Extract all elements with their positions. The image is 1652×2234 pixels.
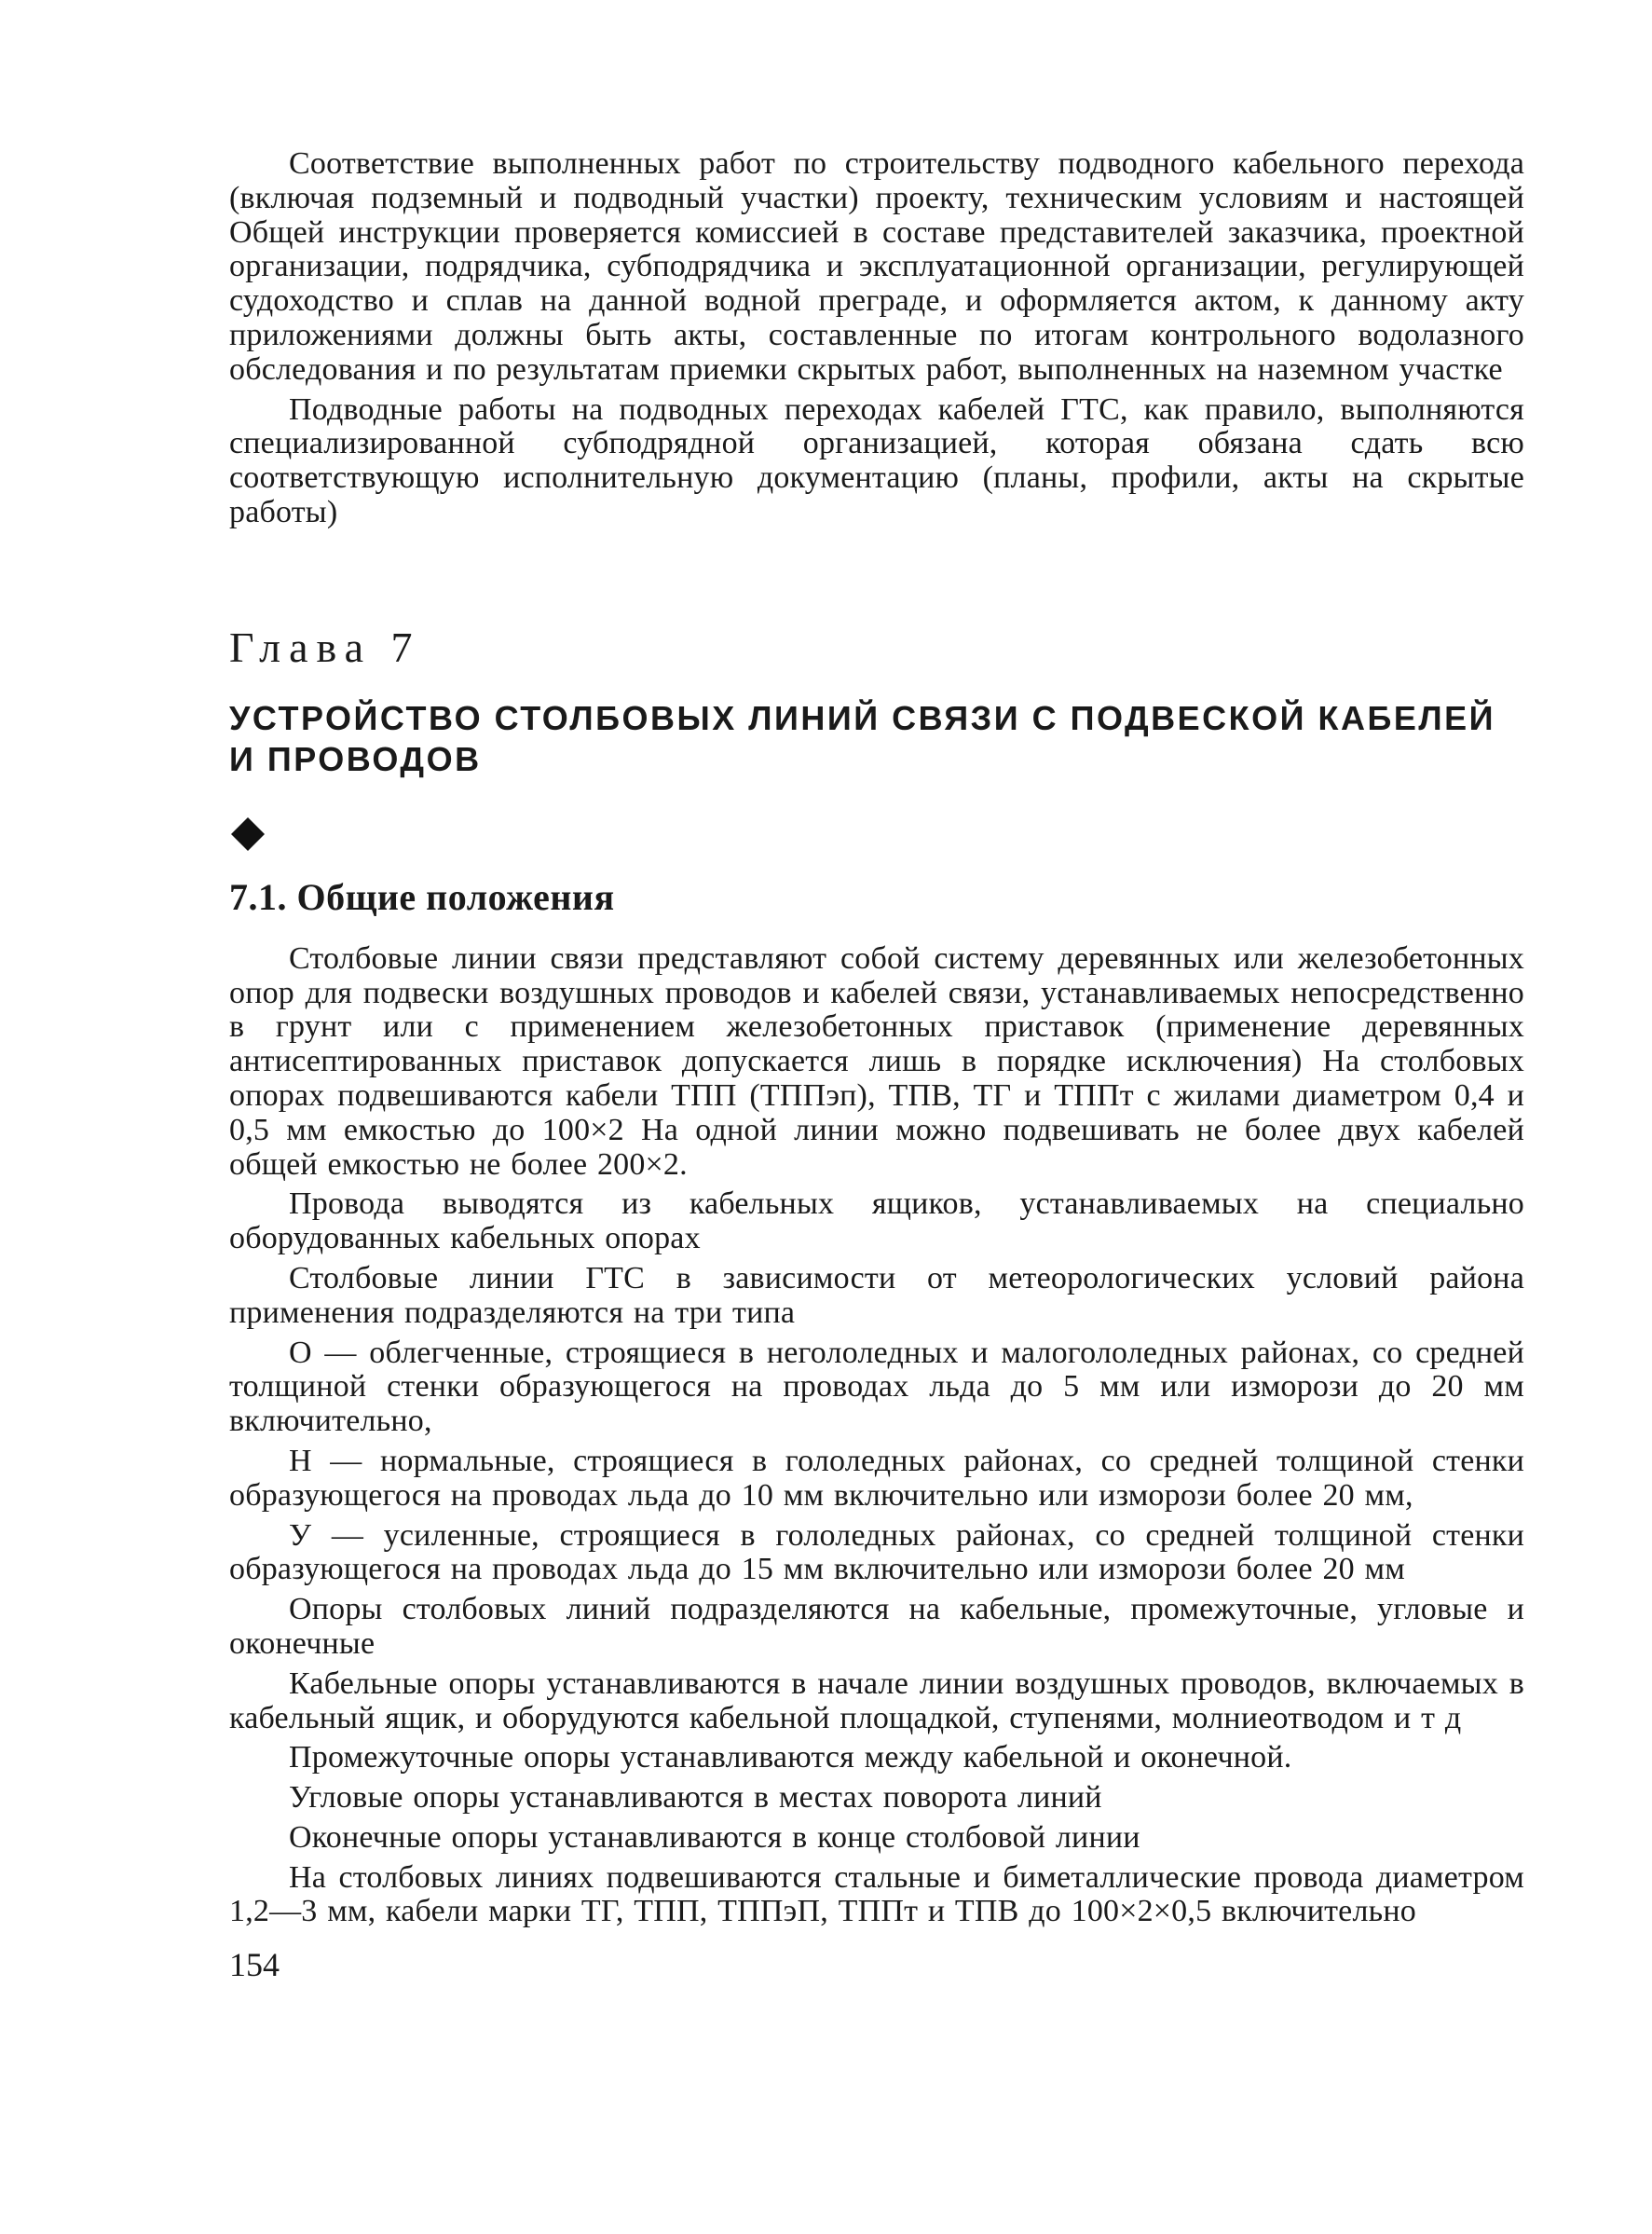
paragraph: Оконечные опоры устанавливаются в конце столбовой линии (289, 1819, 1140, 1855)
chapter-title (229, 698, 1524, 780)
diamond-icon (229, 815, 266, 853)
paragraph: Столбовые линии связи представляют собой систему деревянных или железобетонных опор для подвески воздушных проводов и кабелей связи, устанавливаемых непосредственно в грунт или с применением железобетонных приставок (применение деревянных антисептированных приставок допускается лишь в порядке исключения) На столбовых опорах подвешиваются кабели ТПП (ТППэп), ТПВ, ТГ и ТППт с жилами диаметром 0,4 и 0,5 мм емкостью до 100×2 На одной линии можно подвешивать не более двух кабелей общей емкостью не более 200×2. (229, 940, 1524, 1182)
paragraph: Столбовые линии ГТС в зависимости от метеорологических условий района применения подразделяются на три типа (229, 1260, 1524, 1330)
paragraph: Н — нормальные, строящиеся в гололедных районах, со средней толщиной стенки образующегося на проводах льда до 10 мм включительно или изморози более 20 мм, (229, 1443, 1524, 1513)
chapter-title-line: И ПРОВОДОВ (229, 739, 482, 778)
chapter-label: Глава 7 (229, 623, 421, 671)
paragraph: Кабельные опоры устанавливаются в начале линии воздушных проводов, включаемых в кабельный ящик, и оборудуются кабельной площадкой, ступенями, молниеотводом и т д (229, 1665, 1524, 1735)
paragraph: Подводные работы на подводных переходах кабелей ГТС, как правило, выполняются специализированной субподрядной организацией, которая обязана сдать всю соответствующую исполнительную документацию (планы, профили, акты на скрытые работы) (229, 391, 1524, 529)
document-page (229, 147, 1524, 1983)
paragraph: Угловые опоры устанавливаются в местах поворота линий (289, 1780, 1102, 1816)
paragraph: На столбовых линиях подвешиваются стальные и биметаллические провода диаметром 1,2—3 мм, кабели марки ТГ, ТПП, ТППэП, ТППт и ТПВ до 100×2×0,5 включительно (229, 1859, 1524, 1929)
paragraph: Промежуточные опоры устанавливаются между кабельной и оконечной. (289, 1740, 1292, 1775)
paragraph: Опоры столбовых линий подразделяются на кабельные, промежуточные, угловые и оконечные (229, 1592, 1524, 1661)
paragraph: У — усиленные, строящиеся в гололедных районах, со средней толщиной стенки образующегося на проводах льда до 15 мм включительно или изморози более 20 мм (229, 1517, 1524, 1587)
intro-block (229, 147, 1524, 530)
page-number: 154 (229, 1946, 280, 1984)
paragraph: О — облегченные, строящиеся в негололедных и малогололедных районах, со средней толщиной стенки образующегося на проводах льда до 5 мм или изморози до 20 мм включительно, (229, 1335, 1524, 1439)
paragraph: Соответствие выполненных работ по строительству подводного кабельного перехода (включая подземный и подводный участки) проекту, техническим условиям и настоящей Общей инструкции проверяется комиссией в составе представителей заказчика, проектной организации, подрядчика, субподрядчика и эксплуатационной организации, регулирующей судоходство и сплав на данной водной преграде, и оформляется актом, к данному акту приложениями должны быть акты, составленные по итогам контрольного водолазного обследования и по результатам приемки скрытых работ, выполненных на наземном участке (229, 146, 1524, 387)
paragraph: Провода выводятся из кабельных ящиков, устанавливаемых на специально оборудованных кабельных опорах (229, 1186, 1524, 1256)
section-body (229, 942, 1524, 1930)
section-title: 7.1. Общие положения (229, 875, 615, 918)
chapter-title-line: УСТРОЙСТВО СТОЛБОВЫХ ЛИНИЙ СВЯЗИ С ПОДВЕСКОЙ КАБЕЛЕЙ (229, 698, 1495, 737)
